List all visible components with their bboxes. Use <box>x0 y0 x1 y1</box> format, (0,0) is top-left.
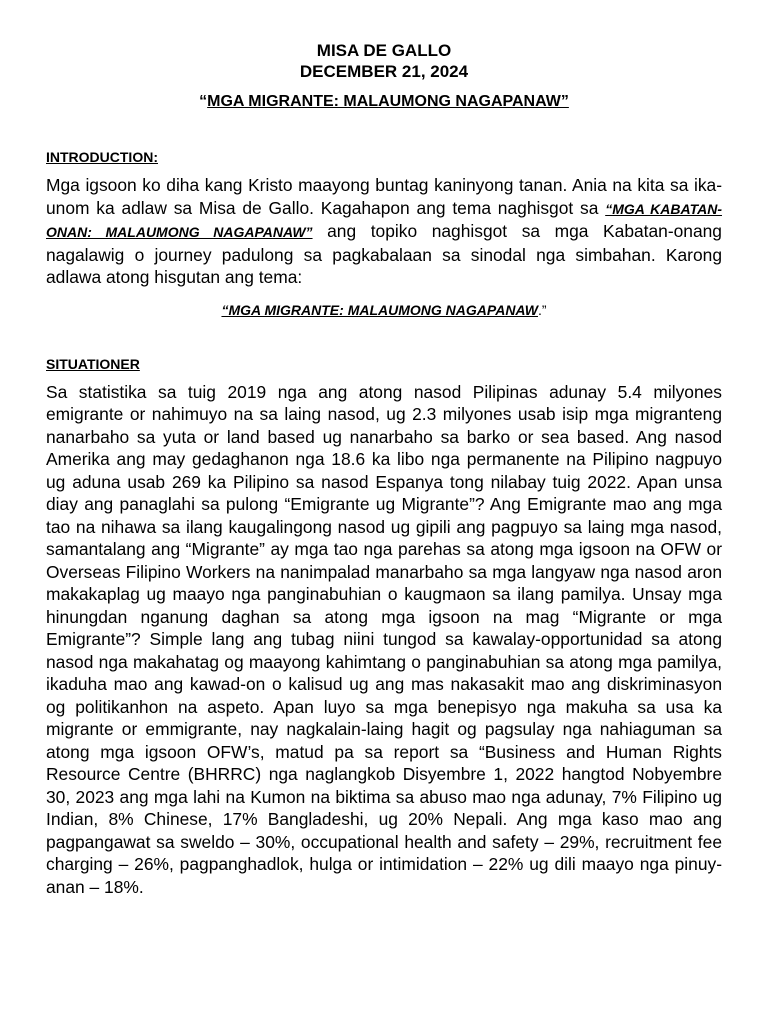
situationer-heading: SITUATIONER <box>46 355 140 372</box>
centered-theme <box>46 301 722 319</box>
theme-open-quote: “ <box>199 93 208 110</box>
centered-theme-text: “MGA MIGRANTE: MALAUMONG NAGAPANAW <box>221 301 538 318</box>
mass-date: DECEMBER 21, 2024 <box>299 62 469 81</box>
intro-emphasis: “MGA KABATAN-ONAN: MALAUMONG NAGAPANAW” <box>46 200 722 240</box>
intro-text-before: Mga igsoon ko diha kang Kristo maayong buntag kaninyong tanan. Ania na kita sa ika-unom ka adlaw sa Misa de Gallo. Kagahapon ang tema naghisgot sa <box>46 175 722 218</box>
theme-text: MGA MIGRANTE: MALAUMONG NAGAPANAW” <box>207 93 569 110</box>
mass-title: MISA DE GALLO <box>316 41 452 60</box>
introduction-heading: INTRODUCTION: <box>46 149 158 165</box>
centered-theme-end: .” <box>537 301 547 318</box>
situationer-paragraph: Sa statistika sa tuig 2019 nga ang atong nasod Pilipinas adunay 5.4 milyones emigrante or nahimuyo na sa laing nasod, ug 2.3 milyones usab isip mga migranteng nanarbaho sa yuta or land based ug nanarbaho sa barko or sea based. Ang nasod Amerika ang may gedaghanon nga 18.6 ka libo nga permanente na Pilipino nagpuyo ug aduna usab 269 ka Pilipino sa nasod Espanya tong nilabay tuig 2022. Apan unsa diay ang panaglahi sa pulong “Emigrante ug Migrante”? Ang Emigrante mao ang mga tao na nihawa sa ilang kaugalingong nasod ug gipili ang pagpuyo sa laing mga nasod, samantalang ang “Migrante” ay mga tao nga parehas sa atong mga igsoon na OFW or Overseas Filipino Workers na nanimpalad manarbaho sa mga langyaw nga nasod aron makakaplag ug maayo nga panginabuhian o kaugmaon sa ilang pamilya. Unsay mga hinungdan nganung daghan sa atong mga igsoon na mag “Migrante or mga Emigrante”? Simple lang ang tubag niini tungod sa kawalay-opportunidad sa atong nasod nga makahatag og maayong kahimtang o panginabuhian sa atong mga pamilya, ikaduha mao ang kawad-on o kalisud ug ang mas nakasakit mao ang diskriminasyon og politikanhon na aspeto. Apan luyo sa mga benepisyo nga makuha sa usa ka migrante or emmigrante, nay nagkalain-laing hagit og pagsulay nga nahiaguman sa atong mga igsoon OFW’s, matud pa sa report sa “Business and Human Rights Resource Centre (BHRRC) nga naglangkob Disyembre 1, 2022 hangtod Nobyembre 30, 2023 ang mga lahi na Kumon na biktima sa abuso mao nga adunay, 7% Filipino ug Indian, 8% Chinese, 17% Bangladeshi, ug 20% Nepali. Ang mga kaso mao ang pagpangawat sa sweldo – 30%, occupational health and safety – 29%, recruitment fee charging – 26%, pagpanghadlok, hulga or intimidation – 22% ug dili maayo nga pinuy-anan – 18%. <box>46 381 722 897</box>
introduction-paragraph <box>46 174 722 289</box>
intro-text-after: ang topiko naghisgot sa mga Kabatan-onang nagalawig o journey padulong sa pagkabalaan sa sinodal nga simbahan. Karong adlawa atong hisgutan ang tema: <box>46 221 722 287</box>
main-theme <box>46 92 722 112</box>
